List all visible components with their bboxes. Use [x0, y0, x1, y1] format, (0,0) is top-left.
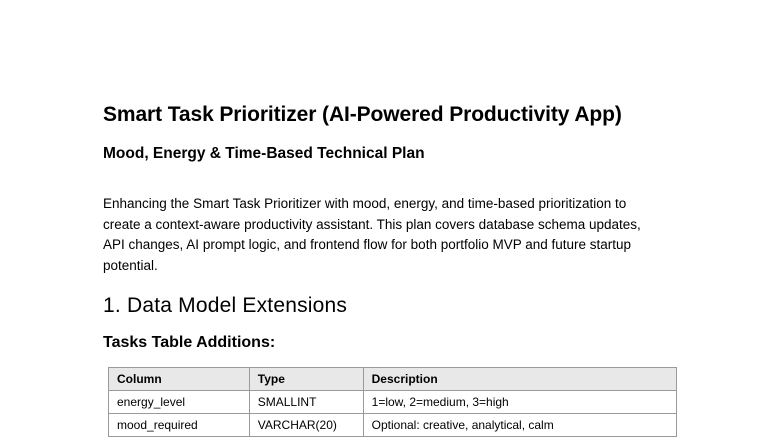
intro-line: create a context-aware productivity assistant. This plan covers database schema updates, [103, 216, 641, 232]
table-cell: mood_required [109, 414, 250, 437]
table-cell: Optional: creative, analytical, calm [363, 414, 676, 437]
section-heading: 1. Data Model Extensions [103, 294, 348, 317]
table-cell: VARCHAR(20) [249, 414, 363, 437]
table-row [109, 391, 677, 414]
table-header-column: Column [109, 368, 250, 391]
table-cell: energy_level [109, 391, 250, 414]
intro-paragraph [103, 194, 703, 276]
table-header-row [109, 368, 677, 391]
intro-line: Enhancing the Smart Task Prioritizer with mood, energy, and time-based prioritization to [103, 196, 627, 211]
table-row [109, 414, 677, 437]
tasks-table [108, 367, 677, 437]
table-header-description: Description [363, 368, 676, 391]
table-header-type: Type [249, 368, 363, 391]
table-cell: SMALLINT [249, 391, 363, 414]
intro-line: API changes, AI prompt logic, and frontend flow for both portfolio MVP and future startup [103, 237, 632, 252]
table-cell: 1=low, 2=medium, 3=high [363, 391, 676, 414]
subsection-heading: Tasks Table Additions: [103, 334, 276, 351]
document-subtitle: Mood, Energy & Time-Based Technical Plan [103, 145, 425, 162]
intro-line: potential. [103, 257, 158, 273]
document-title: Smart Task Prioritizer (AI-Powered Productivity App) [103, 103, 622, 126]
